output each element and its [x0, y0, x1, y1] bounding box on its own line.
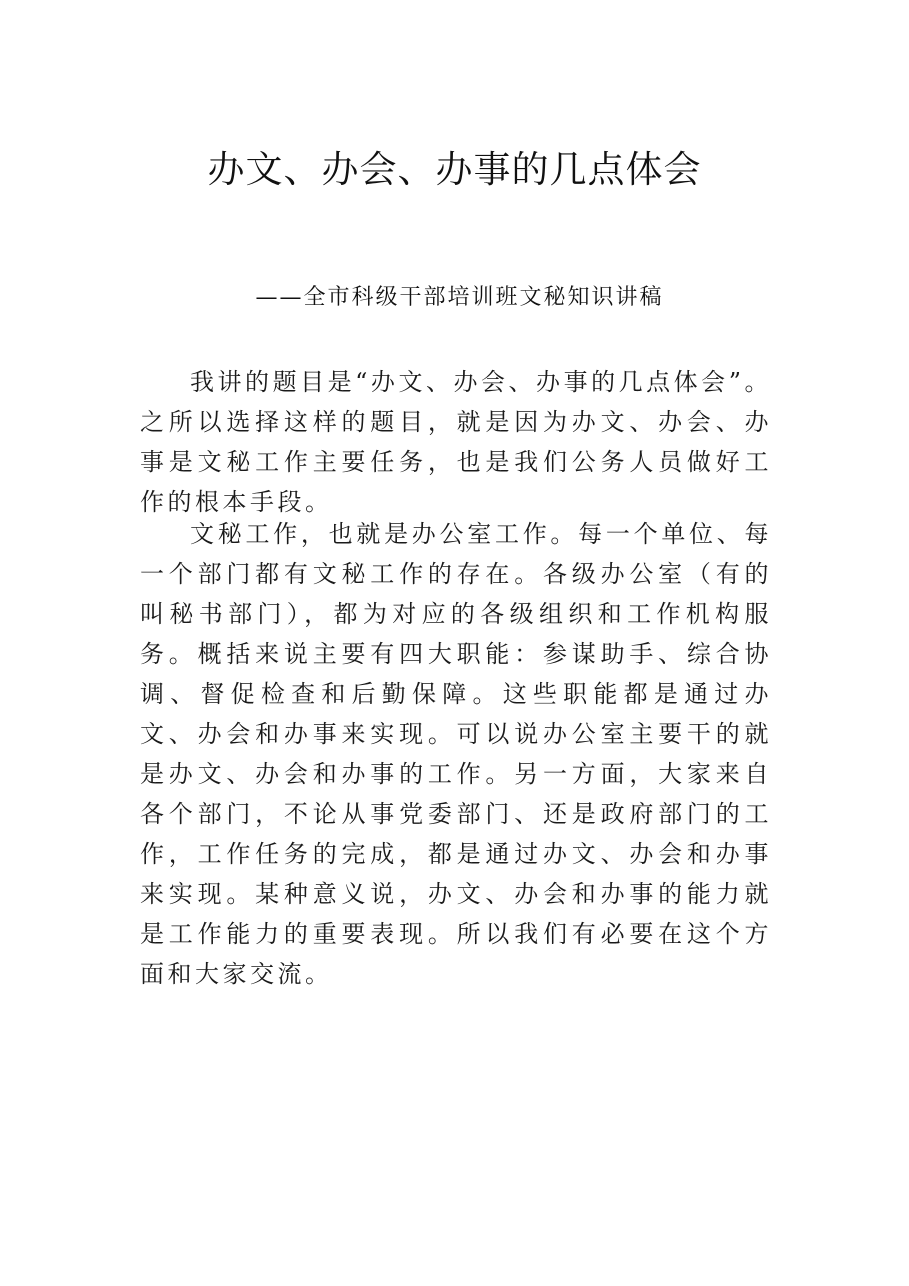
body-paragraph-2: 文秘工作，也就是办公室工作。每一个单位、每一个部门都有文秘工作的存在。各级办公室（有的叫秘书部门），都为对应的各级组织和工作机构服务。概括来说主要有四大职能：参谋助手、综合协调、督促检查和后勤保障。这些职能都是通过办文、办会和办事来实现。可以说办公室主要干的就是办文、办会和办事的工作。另一方面，大家来自各个部门，不论从事党委部门、还是政府部门的工作，工作任务的完成，都是通过办文、办会和办事来实现。某种意义说，办文、办会和办事的能力就是工作能力的重要表现。所以我们有必要在这个方面和大家交流。 [140, 520, 772, 988]
body-paragraph-1: 我讲的题目是“办文、办会、办事的几点体会”。之所以选择这样的题目，就是因为办文、办会、办事是文秘工作主要任务，也是我们公务人员做好工作的根本手段。 [140, 368, 772, 516]
document-title: 办文、办会、办事的几点体会 [207, 148, 702, 191]
document-subtitle: ——全市科级干部培训班文秘知识讲稿 [255, 285, 664, 310]
